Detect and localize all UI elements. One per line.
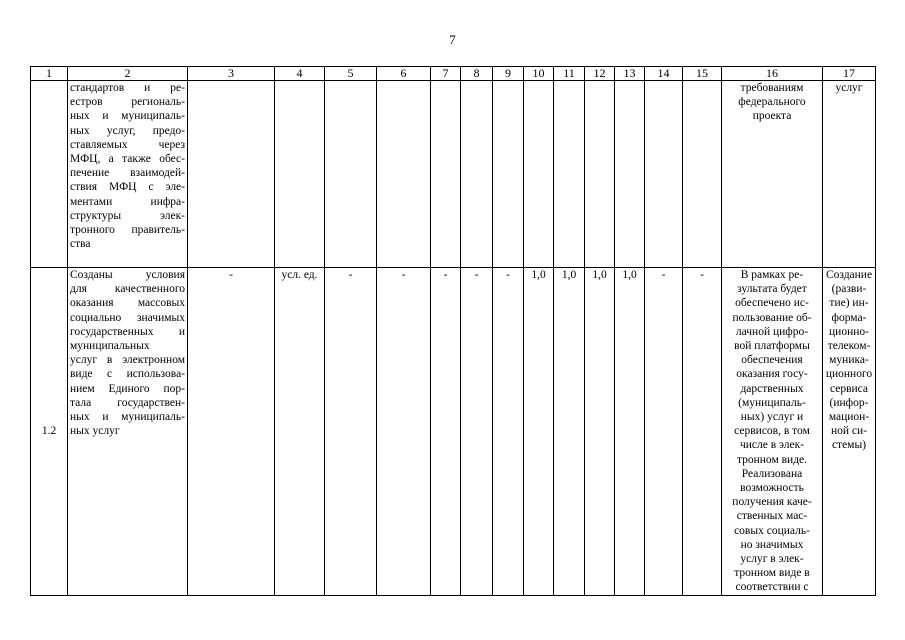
- page-number: 7: [449, 32, 456, 47]
- value-cell: -: [188, 268, 275, 596]
- table-row-1-2: [31, 268, 876, 596]
- type-cell: Создание (разви- тие) ин- форма- ционно- телеком- муника- ционного сервиса (инфор- мацион- ной си- стемы): [823, 268, 876, 596]
- column-header: 16: [722, 67, 823, 81]
- table-row-continuation: [31, 81, 876, 268]
- column-header: 3: [188, 67, 275, 81]
- data-table: [30, 66, 876, 596]
- column-header: 12: [585, 67, 615, 81]
- value-cell: 1,0: [615, 268, 645, 596]
- value-cell: -: [431, 268, 461, 596]
- value-cell: -: [325, 268, 377, 596]
- column-header: 13: [615, 67, 645, 81]
- column-header: 9: [493, 67, 524, 81]
- result-description-cell: Созданы условия для качественного оказания массовых социально значимых государственных и муниципальных услуг в электронном виде с использова- нием Единого пор- тала государствен- ных и муниципаль- ных услуг: [68, 268, 188, 596]
- column-header: 4: [275, 67, 325, 81]
- value-cell: 1,0: [585, 268, 615, 596]
- row-number: 1.2: [31, 268, 68, 596]
- column-header: 2: [68, 67, 188, 81]
- value-cell: -: [493, 268, 524, 596]
- value-cell: -: [645, 268, 683, 596]
- unit-cell: усл. ед.: [275, 268, 325, 596]
- column-header: 1: [31, 67, 68, 81]
- column-header: 6: [377, 67, 431, 81]
- type-cell: услуг: [823, 81, 876, 268]
- column-header: 8: [461, 67, 493, 81]
- column-header: 7: [431, 67, 461, 81]
- column-header: 17: [823, 67, 876, 81]
- value-cell: -: [461, 268, 493, 596]
- value-cell: 1,0: [524, 268, 554, 596]
- column-header: 5: [325, 67, 377, 81]
- value-cell: -: [377, 268, 431, 596]
- column-header: 11: [554, 67, 585, 81]
- value-cell: 1,0: [554, 268, 585, 596]
- note-cell: В рамках ре- зультата будет обеспечено ис- пользование об- лачной цифро- вой платформы обеспечения оказания госу- дарственных (муниципаль- ных) услуг и сервисов, в том числе в элек- тронном виде. Реализована возможность получения каче- ственных мас- совых социаль- но значимых услуг в элек- тронном виде в соответствии с: [722, 268, 823, 596]
- value-cell: -: [683, 268, 722, 596]
- column-header: 15: [683, 67, 722, 81]
- column-header: 14: [645, 67, 683, 81]
- note-cell: требованиям федерального проекта: [722, 81, 823, 268]
- column-header: 10: [524, 67, 554, 81]
- column-number-row: [31, 67, 876, 81]
- result-description-cell: стандартов и ре- естров региональ- ных и муниципаль- ных услуг, предо- ставляемых через МФЦ, а также обес- печение взаимодей- ствия МФЦ с эле- ментами инфра- структуры элек- тронного правитель- ства: [68, 81, 188, 268]
